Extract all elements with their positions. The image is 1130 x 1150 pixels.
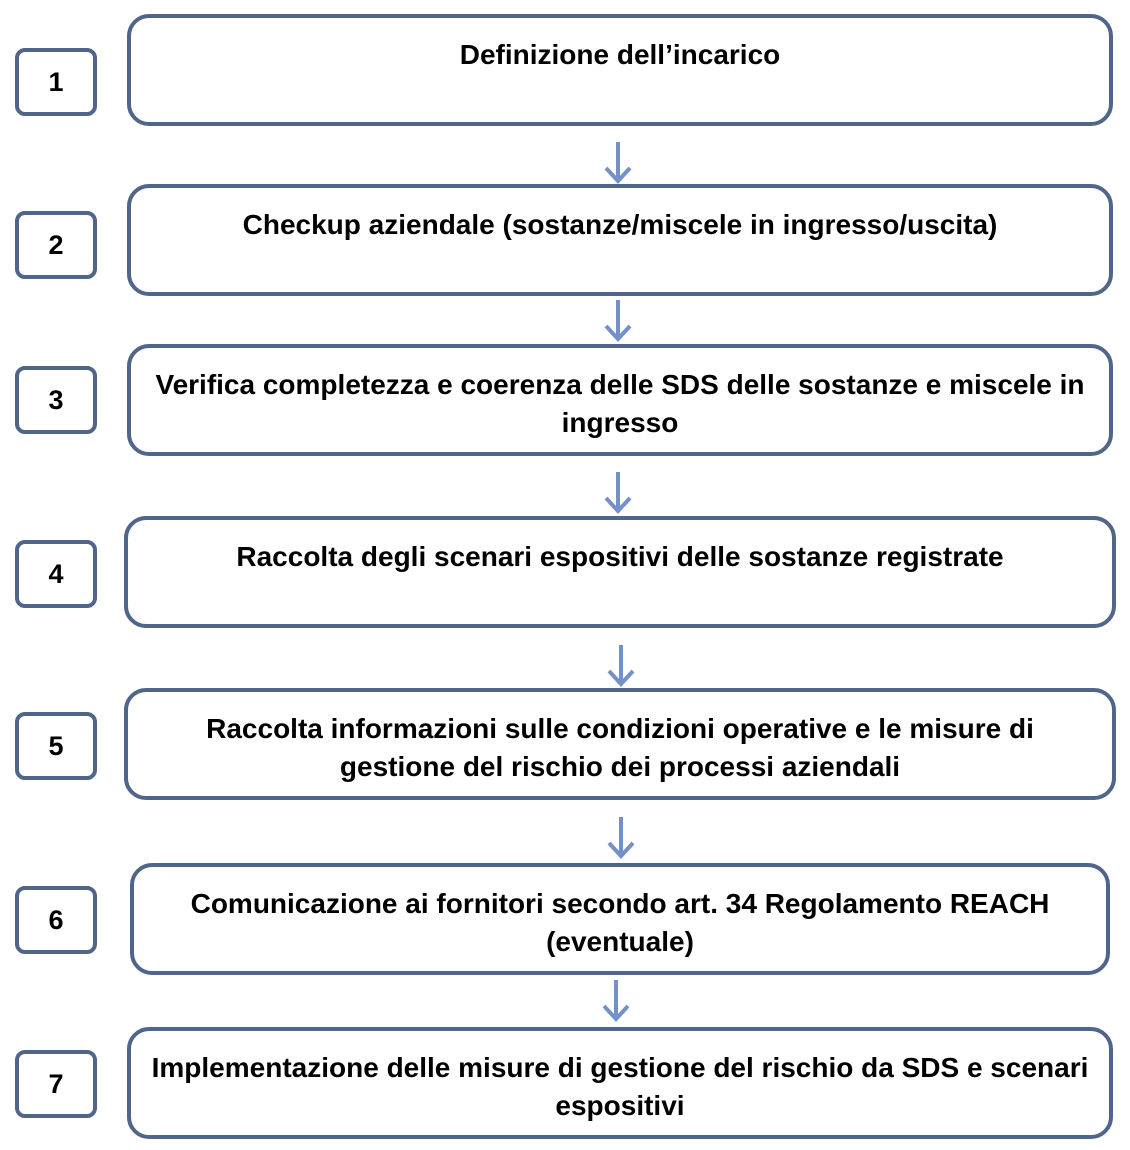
down-arrow-icon xyxy=(603,298,633,342)
step-number-2: 2 xyxy=(15,211,97,279)
down-arrow-icon xyxy=(603,140,633,184)
down-arrow-icon xyxy=(606,815,636,859)
down-arrow-icon xyxy=(603,470,633,514)
step-box-1 xyxy=(127,14,1113,126)
step-box-5 xyxy=(124,688,1116,800)
step-box-2 xyxy=(127,184,1113,296)
step-number-3: 3 xyxy=(15,366,97,434)
step-text-2: Checkup aziendale (sostanze/miscele in ingresso/uscita) xyxy=(242,209,998,240)
step-text-1: Definizione dell’incarico xyxy=(459,39,781,70)
step-number-1: 1 xyxy=(15,48,97,116)
step-text-7: Implementazione delle misure di gestione del rischio da SDS e scenari espositivi xyxy=(151,1052,1089,1121)
down-arrow-icon xyxy=(601,978,631,1022)
step-text-3: Verifica completezza e coerenza delle SDS delle sostanze e miscele in ingresso xyxy=(155,369,1085,438)
step-box-7 xyxy=(127,1027,1113,1139)
step-number-4: 4 xyxy=(15,540,97,608)
step-number-5: 5 xyxy=(15,712,97,780)
step-text-6: Comunicazione ai fornitori secondo art. 34 Regolamento REACH (eventuale) xyxy=(190,888,1050,957)
step-number-6: 6 xyxy=(15,886,97,954)
down-arrow-icon xyxy=(606,643,636,687)
step-number-7: 7 xyxy=(15,1050,97,1118)
step-box-6 xyxy=(130,863,1110,975)
step-box-3 xyxy=(127,344,1113,456)
step-text-4: Raccolta degli scenari espositivi delle sostanze registrate xyxy=(236,541,1004,572)
step-text-5: Raccolta informazioni sulle condizioni operative e le misure di gestione del rischio dei processi aziendali xyxy=(206,713,1034,782)
step-box-4 xyxy=(124,516,1116,628)
